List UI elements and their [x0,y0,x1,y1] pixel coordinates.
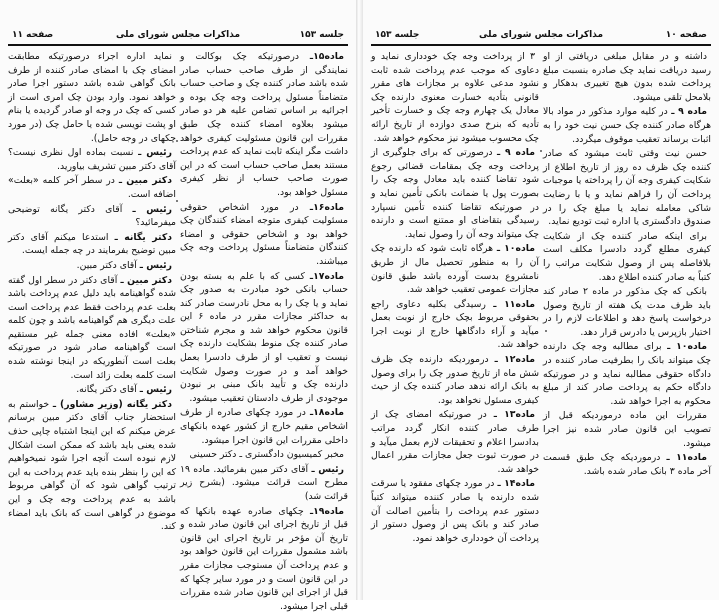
paragraph-text: نماید اداره اجراء درصورتیکه مطابقت امضای چک با امضای صادر کننده از طرف بانک گواهی شده باشد دستور اجرا صادر خواهد نمود. وارد بودن چک امری است از کسی که چک در وجه او صادر گردیده یا بنام او پشت نویسی شده یا حامل چک (در مورد چکهای در وجه حامل). [8,51,176,144]
paragraph [543,409,711,450]
paragraph [180,448,348,462]
paragraph [543,105,711,146]
paragraph-text: بانکی که چک مذکور در ماده ۲ صادر کند باید ظرف مدت یک هفته از تاریخ وصول درخواست پاسخ دهد و اطلاعات لازم را در اختیار بازپرس یا دادرس قرار دهد. [543,286,711,338]
paragraph-text: مقررات این ماده درموردیکه قبل از تصویب این قانون صادر شده نیز اجرا میشود. [543,410,711,449]
paragraph [8,146,176,173]
paragraph [371,408,539,476]
paragraph-text: هرگاه ثابت شود که دارنده چک آن را به منظور تحصیل مال از طریق نامشروع بدست آورده باشد طبق قانون مجازات عمومی تعقیب خواهد شد. [371,243,539,296]
paragraph [180,50,348,200]
paragraph-text: نسبت بماده اول نظری نیست؟ آقای دکتر مبین تشریف بیاورید. [8,147,176,172]
paragraph [8,383,176,397]
paragraph-label: رئیس ـ [138,147,172,159]
paragraph [371,242,539,296]
paragraph-label: ماده۱۹ـ [309,505,344,517]
running-title: مذاکرات مجلس شورای ملی [115,30,241,40]
paragraph-text: برای مطالبه وجه چک دارنده چک میتواند بانک را بطرفیت صادر کننده در دادگاه حقوقی مطالبه نماید و در صورتیکه دادگاه حکم به پرداخت صادر کند از مبلغ محکوم به اجرا خواهد شد. [543,341,711,407]
paragraph-text: در صورتیکه امضای چک از طرف صادر کننده انکار گردد مراتب بدادسرا اعلام و تحقیقات لازم بعمل میآید و در صورت ثبوت جعل مجازات مقرر اعمال خواهد شد. [371,409,539,475]
right-page [363,0,719,600]
paragraph-text: داشته و در مقابل مبلغی دریافتی از او رسید دریافت نماید چک صادره بنسبت مبلغ پرداخت شده بدون هیچ تغییری بدهکار و بلامحل تلقی میشود. [543,51,711,103]
paragraph-label: ماده۱۰ ـ [667,341,707,353]
paragraph [180,406,348,447]
book-gutter [356,0,363,600]
paragraph-text: آقای دکتر در سطر اول گفته شده گواهینامه باید دلیل عدم پرداخت باشد بعلت عدم پرداخت فقط عدم پرداخت است علت دیگری هم گواهینامه باشد و چون کلمه «بعلت» افاده معنی جمله غیر مستقیم است گواهینامه صادر شود در صورتیکه بعلت است آنطوریکه در اینجا نوشته شده است کلمه بعلت زائد است. [8,274,176,381]
paragraph [543,50,711,104]
scan-speck [540,150,542,152]
paragraph-text: در مورد اشخاص حقوقی مسئولیت کیفری متوجه امضاء کنندگان چک خواهد بود و اشخاص حقوقی و امضاء کنندگان متضامناً مسئول پرداخت وجه چک میباشند. [180,201,348,267]
paragraph [8,398,176,534]
paragraph-text: درموردیکه چک طبق قسمت آخر ماده ۳ بانک صادر شده باشد. [543,452,711,477]
paragraph-label: رئیس ـ [139,384,172,396]
paragraph-text: آقای دکتر مبین. [76,259,137,271]
paragraph-label: ماده۱۱ ـ [666,452,707,464]
paragraph-text: آقای دکتر مبین بفرمائید. ماده ۱۹ مطرح است قرائت میشود. (بشرح زیر قرائت شد) [180,463,348,502]
paragraph-text: ۳ از پرداخت وجه چک خودداری نماید و دعاوی که موجب عدم پرداخت شده ثابت نشود مدعی علاوه بر مجازات های مقرر قانونی بتأدیه خسارت معنوی دارنده چک معادل یک چهارم وجه چک و خسارت تأخیر تأدیه که بنرخ صدی دوازده از تاریخ ارائه چک محسوب میشود نیز محکوم خواهد شد. [371,51,539,144]
paragraph-text: چکهای صادره عهده بانکها که قبل از تاریخ اجرای این قانون صادر شده و تاریخ آن مؤخر بر تاریخ اجرای این قانون باشد مشمول مقررات این قانون خواهد بود و عدم پرداخت آن مستوجب مجازات مقرر در این قانون است و در مورد سایر چکها که قبل از اجرای این قانون صادر شده مقررات قبلی اجرا میشود. [180,505,348,612]
paragraph-text: مخبر کمیسیون دادگستری ـ دکتر حسینی [189,449,344,461]
paragraph-label: ماده۱۴ ـ [497,478,535,490]
paragraph-label: ماده۱۷ـ [309,270,344,282]
paragraph [543,340,711,408]
paragraph-text: در سطر آخر کلمه «بعلت» اضافه است. [8,175,176,200]
paragraph-text: در کلیه موارد مذکور در مواد بالا هرگاه صادر کننده چک حسن نیت خود را به اثبات برساند تعقیب موقوف میگردد. [543,106,711,145]
paragraph-label: ماده۱۶ـ [309,201,344,213]
paragraph [8,50,176,145]
paragraph-text: حسن نیت وقتی ثابت میشود که صادر کننده چک ظرف ده روز از تاریخ اطلاع از شکایت کیفری وجه آن را پرداخته یا موجبات پرداخت آن را فراهم نماید و یا با رضایت شاکی معامله نماید یا مبلغ چک را در صندوق دادگستری یا اداره ثبت تودیع نماید. [543,148,711,228]
left-page [0,0,356,612]
paragraph-label: رئیس ـ [132,203,172,215]
paragraph [8,231,176,258]
paragraph-label: دکتر یگانه (وزیر مشاور) ـ [52,398,172,410]
paragraph-text: برای اینکه صادر کننده چک از شکایت کیفری مطلع گردد دادسرا مکلف است بلافاصله پس از وصول شکایت مراتب را کتباً به صادر کننده اطلاع دهد. [543,230,711,283]
paragraph-label: ماده۱۰ ـ [496,243,535,255]
scan-speck [176,140,178,142]
paragraph [8,259,176,273]
paragraph-text: استدعا میکنم آقای دکتر مبین توضیح بفرمایند در چه جمله ایست. [8,231,176,257]
paragraph-text: درصورتی که برای جلوگیری از پرداخت وجه چک بمقامات قضائی رجوع شود تقاضا کننده باید معادل وجه چک را بصورت پول یا ضمانت بانکی تأمین نماید و در صورتیکه تقاضا کننده تأمین نسپارد رسیدگی بتقاضای او ممتنع است و دارنده چک میتواند وجه آن را وصول نماید. [371,147,539,240]
paragraph-label: ماده۱۸ـ [309,407,344,419]
paragraph-label: رئیس ـ [311,463,344,475]
text-column [543,50,711,595]
paragraph-text: آقای دکتر یگانه. [76,384,137,396]
paragraph [8,174,176,201]
paragraph [371,353,539,407]
paragraph-text: درموردیکه دارنده چک ظرف شش ماه از تاریخ صدور چک را برای وصول به بانک ارائه ندهد صادر کننده چک از حیث کیفری مسئول نخواهد بود. [371,354,539,406]
session-number: جلسه ۱۵۳ [375,30,420,40]
paragraph-text: آقای دکتر یگانه توضیحی میفرمائید؟ [8,203,176,229]
session-number: جلسه ۱۵۳ [299,30,344,40]
paragraph-label: دکتر مبین ـ [120,274,172,286]
paragraph-label: ماده۱۵ـ [309,51,344,62]
paragraph [543,147,711,229]
paragraph-label: ماده ۹ ـ [671,106,707,118]
paragraph [371,477,539,545]
scan-speck [176,200,178,202]
page-header [371,30,711,46]
paragraph-label: ماده۱۲ ـ [494,354,535,366]
text-column [371,50,539,595]
text-column [8,50,176,595]
paragraph [8,274,176,383]
page-header [8,30,348,46]
paragraph [371,298,539,352]
paragraph [371,146,539,241]
paragraph-label: ماده ۹ ـ [497,147,535,159]
running-title: مذاکرات مجلس شورای ملی [478,30,604,40]
paragraph [8,203,176,230]
paragraph-text: رسیدگی بکلیه دعاوی راجع بحقوقی مربوط بچک خارج از نوبت بعمل میآید و آراء دادگاهها خارج از نوبت اجرا خواهد شد. [371,298,539,351]
paragraph-label: ماده۱۳ ـ [493,409,535,421]
paragraph [180,270,348,406]
page-number: صفحه ۱۱ [12,30,54,40]
text-column [180,50,348,612]
page-number: صفحه ۱۰ [665,30,707,40]
paragraph [543,451,711,478]
paragraph-label: رئیس ـ [139,259,172,271]
paragraph-text: در مورد چکهای مفقود یا سرقت شده دارنده یا صادر کننده میتواند کتباً دستور عدم پرداخت را بتأمین اصالت آن صادر کند و بانک پس از وصول دستور از پرداخت آن خودداری خواهد نمود. [371,478,539,544]
paragraph-label: دکتر یگانه ـ [114,231,172,243]
paragraph [543,230,711,284]
paragraph [180,201,348,269]
scan-speck [545,330,547,332]
paragraph [180,463,348,504]
paragraph-text: کسی که با علم به بسته بودن حساب بانکی خود مبادرت به صدور چک نماید و یا چک را به محل نادرست صادر کند به حداکثر مجازات مقرر در ماده ۶ این قانون محکوم خواهد شد و مجرم شناختن صادر کننده چک منوط بشکایت دارنده چک نیست و تعقیب او از طرف دادسرا بعمل خواهد آمد و در صورت وصول شکایت دارنده چک و تأیید بانک مبنی بر نبودن موجودی از طرف دادستان تعقیب میشود. [180,270,348,404]
paragraph-text: خواستم به استحضار جناب آقای دکتر مبین برسانم عرض میکنم که این اینجا اشتباه چاپی حذف شده یعنی باید باشد که ممکن است اشکال لازم نبوده است آنچه اجرا شود نمیخواهیم که این را بنظر بنده باید عدم پرداخت به این ترتیب گواهی شود که آن گواهی مربوط باشد به عدم پرداخت وجه چک و این موضوع در گواهی است که بانک باید امضاء کند. [8,398,176,533]
paragraph-label: دکتر مبین ـ [118,175,172,187]
paragraph-label: ماده۱۱ ـ [493,298,535,310]
paragraph-text: درصورتیکه چک بوکالت و نمایندگی از طرف صاحب حساب صادر شده باشد صادر کننده چک و صاحب حساب متضامناً مسئول پرداخت وجه چک بوده و اجرائیه بر اساس تضامن علیه هر دو صادر میشود بعلاوه امضاء کننده چک طبق مقررات این قانون مسئولیت کیفری خواهد داشت مگر اینکه ثابت نماید که عدم پرداخت مستند بعمل صاحب حساب است که در این صورت صاحب حساب از نظر کیفری مسئول خواهد بود. [180,51,348,198]
paragraph [371,50,539,145]
paragraph-text: در مورد چکهای صادره از طرف اشخاص مقیم خارج از کشور عهده بانکهای داخلی مقررات این قانون اجرا میشود. [180,407,348,446]
paragraph [180,505,348,613]
paragraph [543,285,711,339]
